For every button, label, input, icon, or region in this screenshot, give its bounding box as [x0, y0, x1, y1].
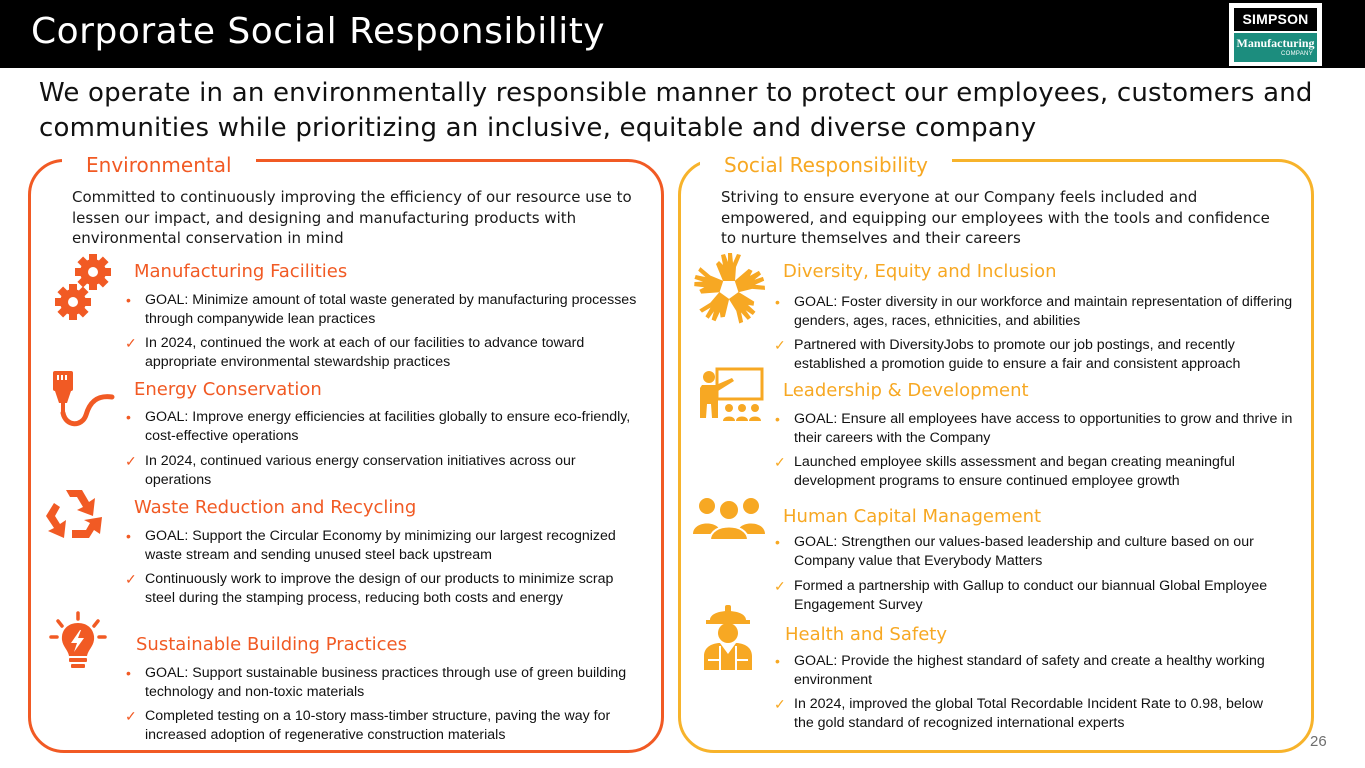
update-waste [125, 570, 635, 608]
bullet-marker: • [126, 528, 131, 544]
update-leadership [774, 453, 1299, 491]
environmental-intro: Committed to continuously improving the efficiency of our resource use to lessen our impact, and designing and manufacturing products with environmental conservation in mind [72, 188, 632, 247]
bullet-marker: • [775, 411, 780, 427]
goal-human-capital [775, 533, 1299, 571]
gears-icon [52, 252, 114, 322]
goal-leadership [775, 410, 1299, 448]
goal-energy [126, 408, 645, 446]
check-marker: ✓ [774, 696, 786, 712]
update-building [125, 707, 645, 745]
social-title: Social Responsibility [700, 152, 952, 178]
logo-manufacturing: Manufacturing [1236, 36, 1315, 50]
bullet-marker: • [126, 665, 131, 681]
social-intro: Striving to ensure everyone at our Company feels included and empowered, and equipping our employees with the tools and confidence to nurture themselves and their careers [721, 188, 1270, 247]
power-plug-icon [50, 369, 116, 429]
goal-text: GOAL: Provide the highest standard of safety and create a healthy working environment [794, 653, 1265, 688]
goal-text: GOAL: Support sustainable business practices through use of green building technology and non-toxic materials [145, 665, 627, 700]
update-manufacturing [125, 334, 645, 372]
section-heading-energy: Energy Conservation [134, 379, 322, 400]
bullet-marker: • [775, 294, 780, 310]
section-heading-leadership: Leadership & Development [783, 380, 1029, 401]
bullet-marker: • [775, 653, 780, 669]
hands-circle-icon [692, 252, 766, 326]
update-energy [125, 452, 645, 490]
update-health-safety [774, 695, 1284, 733]
logo-wordmark: SIMPSON [1234, 8, 1317, 31]
bullet-marker: • [126, 292, 131, 308]
section-heading-waste: Waste Reduction and Recycling [134, 497, 417, 518]
section-heading-health-safety: Health and Safety [785, 624, 947, 645]
recycle-icon [42, 486, 106, 548]
update-text: In 2024, continued the work at each of our facilities to advance toward appropriate environmental stewardship practices [145, 335, 585, 370]
title-bar [0, 0, 1365, 68]
page-title: Corporate Social Responsibility [31, 11, 606, 52]
goal-waste [126, 527, 625, 565]
update-text: Completed testing on a 10-story mass-timber structure, paving the way for increased adoption of regenerative construction materials [145, 708, 611, 743]
page-number: 26 [1310, 733, 1327, 750]
goal-text: GOAL: Strengthen our values-based leadership and culture based on our Company value that Everybody Matters [794, 534, 1254, 569]
check-marker: ✓ [774, 337, 786, 353]
goal-manufacturing [126, 291, 645, 329]
check-marker: ✓ [125, 708, 137, 724]
check-marker: ✓ [774, 454, 786, 470]
check-marker: ✓ [125, 335, 137, 351]
logo-subbrand [1234, 33, 1317, 62]
goal-text: GOAL: Improve energy efficiencies at facilities globally to ensure eco-friendly, cost-effective operations [145, 409, 631, 444]
update-text: Continuously work to improve the design of our products to minimize scrap steel during the stamping process, reducing both costs and energy [145, 571, 614, 606]
people-group-icon [692, 494, 766, 542]
company-logo [1229, 3, 1322, 66]
presenter-icon [698, 366, 766, 424]
bullet-marker: • [126, 409, 131, 425]
goal-building [126, 664, 635, 702]
update-text: Formed a partnership with Gallup to conduct our biannual Global Employee Engagement Survey [794, 578, 1268, 613]
goal-dei [775, 293, 1299, 331]
goal-text: GOAL: Foster diversity in our workforce and maintain representation of differing genders, ages, races, ethnicities, and abilities [794, 294, 1293, 329]
update-human-capital [774, 577, 1274, 615]
update-dei [774, 336, 1299, 374]
page-subtitle: We operate in an environmentally responsible manner to protect our employees, customers and communities while prioritizing an inclusive, equitable and diverse company [39, 78, 1313, 143]
check-marker: ✓ [125, 453, 137, 469]
environmental-title: Environmental [62, 152, 256, 178]
update-text: Partnered with DiversityJobs to promote our job postings, and recently established a promotion guide to ensure a fair and consistent approach [794, 337, 1241, 372]
goal-text: GOAL: Ensure all employees have access to opportunities to grow and thrive in their careers with the Company [794, 411, 1293, 446]
goal-text: GOAL: Minimize amount of total waste generated by manufacturing processes through companywide lean practices [145, 292, 637, 327]
lightbulb-icon [47, 610, 109, 672]
section-heading-building: Sustainable Building Practices [136, 634, 407, 655]
bullet-marker: • [775, 534, 780, 550]
check-marker: ✓ [774, 578, 786, 594]
update-text: Launched employee skills assessment and began creating meaningful development programs to ensure continued employee growth [794, 454, 1235, 489]
hardhat-worker-icon [700, 602, 756, 672]
section-heading-dei: Diversity, Equity and Inclusion [783, 261, 1057, 282]
check-marker: ✓ [125, 571, 137, 587]
logo-company: COMPANY [1281, 51, 1313, 57]
goal-health-safety [775, 652, 1274, 690]
update-text: In 2024, continued various energy conservation initiatives across our operations [145, 453, 576, 488]
update-text: In 2024, improved the global Total Recordable Incident Rate to 0.98, below the gold standard of recognized international experts [794, 696, 1264, 731]
section-heading-human-capital: Human Capital Management [783, 506, 1042, 527]
goal-text: GOAL: Support the Circular Economy by minimizing our largest recognized waste stream and sending unused steel back upstream [145, 528, 616, 563]
section-heading-manufacturing: Manufacturing Facilities [134, 261, 348, 282]
